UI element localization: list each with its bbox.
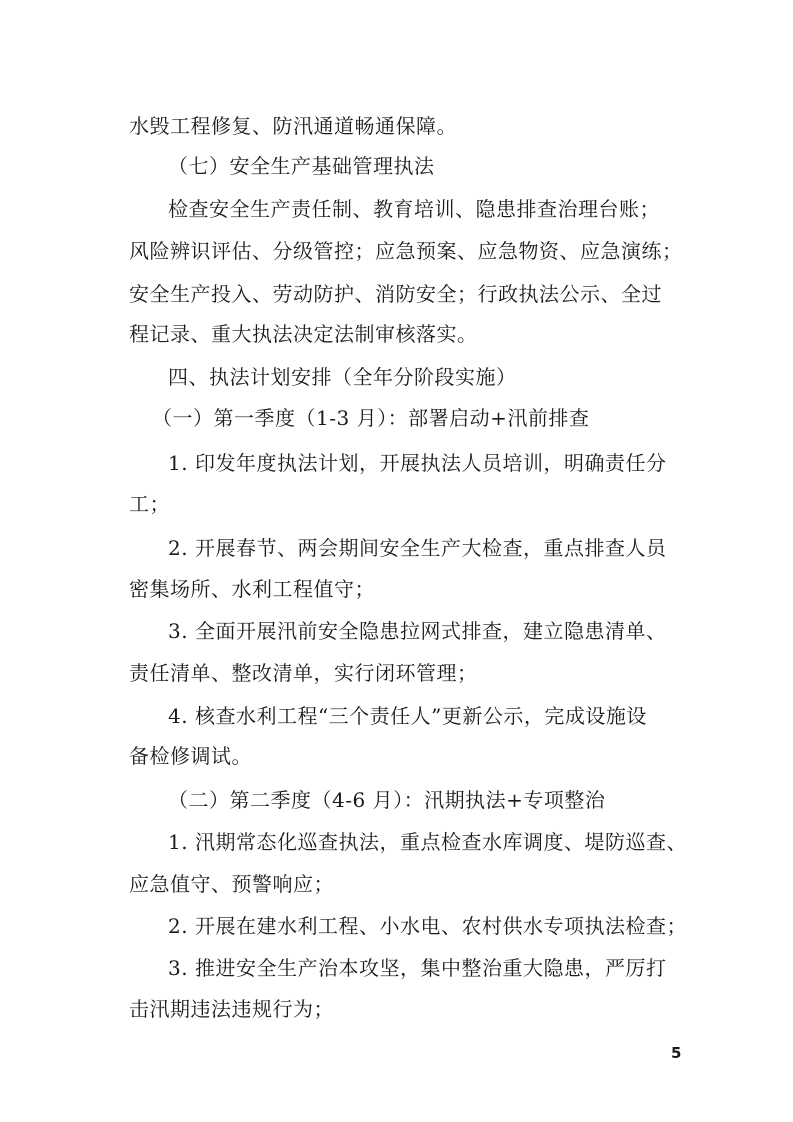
section-heading: （七）安全生产基础管理执法 [168, 154, 435, 178]
paragraph-line: 程记录、重大执法决定法制审核落实。 [129, 322, 478, 346]
list-item-continuation: 工； [129, 492, 170, 516]
list-item-continuation: 密集场所、水利工程值守； [129, 577, 375, 601]
list-item: 4. 核查水利工程“三个责任人”更新公示，完成设施设 [168, 704, 647, 728]
section-heading: （一）第一季度（1-3 月）：部署启动+汛前排查 [152, 406, 590, 430]
list-item: 2. 开展在建水利工程、小水电、农村供水专项执法检查； [168, 914, 687, 938]
list-item-continuation: 责任清单、整改清单，实行闭环管理； [129, 661, 478, 685]
paragraph-line: 检查安全生产责任制、教育培训、隐患排查治理台账； [168, 197, 660, 221]
section-heading: （二）第二季度（4-6 月）：汛期执法+专项整治 [168, 788, 606, 812]
paragraph-line: 安全生产投入、劳动防护、消防安全；行政执法公示、全过 [129, 282, 662, 306]
paragraph-line: 水毁工程修复、防汛通道畅通保障。 [129, 114, 457, 138]
list-item: 1. 汛期常态化巡查执法，重点检查水库调度、堤防巡查、 [168, 830, 687, 854]
list-item: 3. 全面开展汛前安全隐患拉网式排查，建立隐患清单、 [168, 619, 667, 643]
list-item-continuation: 应急值守、预警响应； [129, 872, 334, 896]
list-item-continuation: 击汛期违法违规行为； [129, 997, 334, 1021]
list-item: 1. 印发年度执法计划，开展执法人员培训，明确责任分 [168, 451, 667, 475]
chapter-heading: 四、执法计划安排（全年分阶段实施） [168, 365, 517, 389]
list-item: 2. 开展春节、两会期间安全生产大检查，重点排查人员 [168, 536, 667, 560]
paragraph-line: 风险辨识评估、分级管控；应急预案、应急物资、应急演练； [129, 239, 683, 263]
list-item: 3. 推进安全生产治本攻坚，集中整治重大隐患，严厉打 [168, 956, 667, 980]
page-number: 5 [671, 1044, 682, 1062]
list-item-continuation: 备检修调试。 [129, 744, 252, 768]
